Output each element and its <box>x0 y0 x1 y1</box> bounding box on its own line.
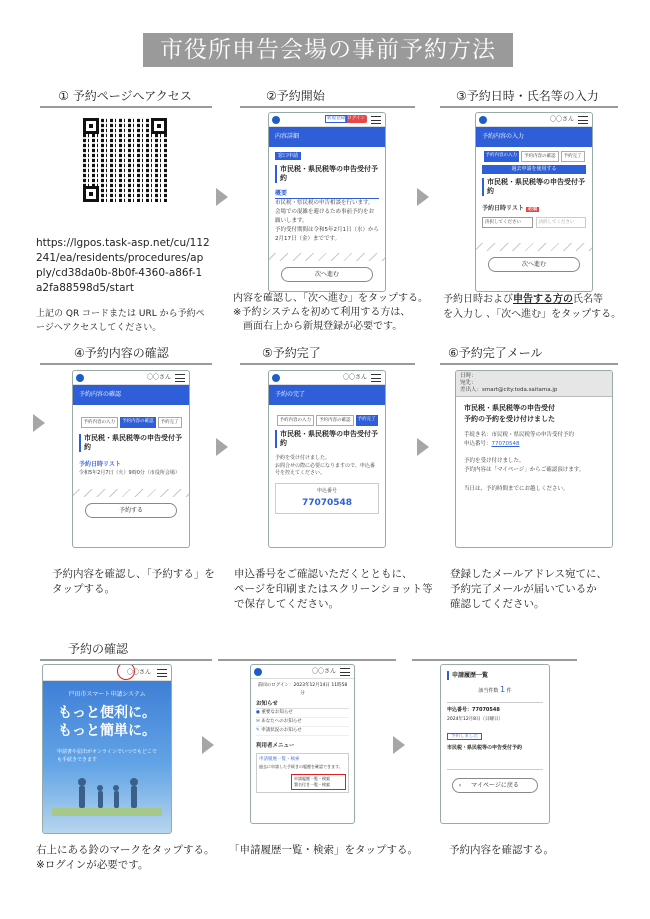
step-5-screenshot <box>268 370 386 548</box>
hero-subtitle: 戸田市スマート申請システム <box>68 691 146 698</box>
history-menu-item[interactable]: 申請履歴一覧・検索 <box>259 757 300 762</box>
step-1-rule <box>40 106 212 108</box>
progress-tabs <box>79 417 183 428</box>
tab-done: 予約完了 <box>561 151 585 162</box>
body-line: 予約受付期間は令和5年2月1日（水）から <box>275 227 379 233</box>
reuse-button[interactable]: 過去申請を使用する <box>482 165 586 174</box>
user-name[interactable]: 〇〇さん <box>342 374 367 381</box>
hamburger-menu-icon[interactable] <box>175 374 185 382</box>
mail-subject: 予約の予約を受け付けました <box>464 415 555 423</box>
count-unit: 件 <box>506 688 512 694</box>
tab-done: 予約完了 <box>158 417 182 428</box>
menu-heading: 利用者メニュー <box>256 743 295 749</box>
hamburger-menu-icon[interactable] <box>371 116 381 124</box>
desc-line: 内容を確認し、「次へ進む」をタップする。 <box>233 293 428 304</box>
back-to-mypage-button[interactable] <box>452 778 538 793</box>
step-3-rule <box>440 106 618 108</box>
notice-item[interactable] <box>256 727 349 736</box>
application-number: 77070548 <box>301 498 353 508</box>
step-3-screenshot <box>475 112 593 292</box>
desc-line: 画面右上から新規登録が必要です。 <box>233 321 403 332</box>
page-title: 市役所申告会場の事前予約方法 <box>143 33 513 67</box>
back-button-label: マイページに戻る <box>471 782 519 789</box>
step-1-heading: ① 予約ページへアクセス <box>58 89 192 103</box>
step-2-screenshot <box>268 112 386 292</box>
mail-header <box>456 371 612 397</box>
desc-emphasis: 申告する方の <box>513 294 573 305</box>
count-label: 該当件数 <box>478 688 499 694</box>
section-heading: 概要 <box>275 189 379 199</box>
desc-line: 確認してください。 <box>450 598 545 610</box>
mail-line: 予約内容は「マイページ」からご確認頂けます。 <box>464 467 585 473</box>
logo-icon <box>76 374 84 382</box>
mail-icon: ✉ <box>256 719 262 724</box>
step-1-description <box>36 307 226 335</box>
form-title: 市民税・県民税等の申告受付予約 <box>275 430 379 448</box>
logo-icon <box>254 668 262 676</box>
hamburger-menu-icon[interactable] <box>578 116 588 124</box>
notice-label: あなたへのお知らせ <box>261 719 302 724</box>
torn-edge <box>269 253 385 261</box>
info-icon: ● <box>256 710 262 715</box>
date-select[interactable]: 決択してください <box>482 217 533 228</box>
url-line: 241/ea/residents/procedures/ap <box>36 252 204 264</box>
tab-confirm: 予約内容の確認 <box>521 151 559 162</box>
tab-input: 予約内容の入力 <box>277 415 315 426</box>
step-6-screenshot <box>455 370 613 548</box>
url-line: a2fa88598d5/start <box>36 282 134 294</box>
next-button[interactable]: 次へ進む <box>488 257 581 272</box>
step-6-rule <box>440 363 618 365</box>
step-5-rule <box>240 363 415 365</box>
progress-tabs <box>275 415 379 426</box>
logo-icon <box>479 116 487 124</box>
family-silhouette-image <box>52 772 162 816</box>
portal-top-screenshot <box>42 664 172 834</box>
status-badge: 予約しました <box>447 733 482 740</box>
progress-tabs <box>482 151 586 162</box>
register-badge[interactable]: 新規登録 <box>327 116 345 121</box>
tab-confirm: 予約内容の確認 <box>120 417 156 428</box>
confirm-3-description: 予約内容を確認する。 <box>449 844 554 856</box>
notice-label: 重要なお知らせ <box>261 710 293 715</box>
history-list-screenshot <box>440 664 550 824</box>
hero-title: もっと簡単に。 <box>58 723 156 739</box>
arrow-right-icon <box>417 188 429 206</box>
number-label: 申込番号： <box>464 441 492 447</box>
band-title: 予約の完了 <box>269 385 385 405</box>
desc-line: ページを印刷またはスクリーンショット等 <box>234 583 433 595</box>
tab-done: 予約完了 <box>356 415 378 426</box>
desc-line: 予約完了メールが届いているか <box>450 583 597 595</box>
application-number: 申込番号：77070548 <box>447 702 543 715</box>
arrow-right-icon <box>393 736 405 754</box>
notice-item[interactable] <box>256 709 349 718</box>
step-6-heading: ⑥予約完了メール <box>448 346 543 360</box>
hamburger-menu-icon[interactable] <box>340 668 350 676</box>
step-2-rule <box>240 106 415 108</box>
logo-icon <box>272 116 280 124</box>
list-label: 予約日時リスト <box>482 205 524 212</box>
arrow-right-icon <box>216 188 228 206</box>
access-url[interactable] <box>36 236 221 296</box>
step-3-description <box>443 292 638 322</box>
history-link[interactable]: 申請履歴一覧・検索 <box>294 776 330 781</box>
qr-code[interactable] <box>83 118 167 202</box>
step-3-heading: ③予約日時・氏名等の入力 <box>456 89 599 103</box>
mail-subject: 市民税・県民税等の申告受付 <box>464 404 555 412</box>
band-title: 予約内容の確認 <box>73 385 189 405</box>
mypage-screenshot <box>250 664 355 824</box>
required-badge: 必須 <box>527 207 537 212</box>
signed-list-link[interactable]: 署名付き一覧・検索 <box>294 782 330 787</box>
arrow-right-icon <box>202 736 214 754</box>
form-title: 市民税・県民税等の申告受付予約 <box>275 165 379 183</box>
chevron-left-icon: ‹ <box>458 782 462 789</box>
user-name[interactable]: 〇〇さん <box>146 374 171 381</box>
arrow-right-icon <box>33 414 45 432</box>
next-button[interactable]: 次へ進む <box>281 267 374 282</box>
channel-tag: 窓口申請 <box>275 152 301 160</box>
application-date: 2024年12月8日（日曜日） <box>447 717 504 722</box>
form-title[interactable]: 市民税・県民税等の申告受付予約 <box>447 745 523 751</box>
step-4-screenshot <box>72 370 190 548</box>
desc-text: 予約日時および <box>443 294 513 305</box>
desc-line: 上記の QR コードまたは URL から予約ペ <box>36 309 205 319</box>
login-badge[interactable]: ログイン <box>347 116 365 121</box>
mail-line: 予約を受け付けました。 <box>464 458 525 464</box>
logo-icon <box>272 374 280 382</box>
notice-item[interactable] <box>256 718 349 727</box>
hero-title: もっと便利に。 <box>58 705 156 721</box>
step-5-heading: ⑤予約完了 <box>262 346 321 360</box>
desc-text: 氏名等 <box>573 294 603 305</box>
mail-header-line: 日時： <box>460 373 477 379</box>
url-line: ply/cd38da0b-8b0f-4360-a86f-1 <box>36 267 203 279</box>
mail-header-line: 差出人：smart@city.toda.saitama.jp <box>460 387 558 393</box>
confirm-heading: 予約の確認 <box>68 642 129 656</box>
list-label: 予約日時リスト <box>79 461 121 468</box>
hamburger-menu-icon[interactable] <box>157 669 167 677</box>
form-title: 市民税・県民税等の申告受付予約 <box>79 434 183 452</box>
body-line: 市民税・県民税の申告相談を行います。 <box>275 200 374 206</box>
history-title: 申請履歴一覧 <box>447 671 543 680</box>
user-name[interactable]: 〇〇さん <box>311 668 336 675</box>
tab-input: 予約内容の入力 <box>484 151 520 162</box>
confirm-rule-2 <box>218 659 396 661</box>
desc-line: 登録したメールアドレス宛てに、 <box>450 568 607 580</box>
hero-note: 申請書や届出がオンラインでいつでもどこでも手続きできます <box>57 749 157 763</box>
desc-line: 右上にある鈴のマークをタップする。 <box>36 844 215 856</box>
history-highlight[interactable] <box>291 774 346 790</box>
url-line: https://lgpos.task-asp.net/cu/112 <box>36 237 210 249</box>
result-count: 1 <box>499 685 506 694</box>
desc-line: タップする。 <box>52 583 115 595</box>
torn-edge <box>476 243 592 251</box>
desc-line: 申込番号をご確認いただくとともに、 <box>234 568 413 580</box>
list-value: 令和5年2月7日（火）9時0分（市役所会場） <box>79 470 180 476</box>
band-title: 予約内容の入力 <box>476 127 592 147</box>
hamburger-menu-icon[interactable] <box>371 374 381 382</box>
confirm-2-description: 「申請履歴一覧・検索」をタップする。 <box>229 844 418 856</box>
reserve-button[interactable]: 予約する <box>85 503 178 518</box>
menu-note: 過去に申請した手続きの履歴を確認できます。 <box>259 764 343 769</box>
step-5-description <box>234 567 449 612</box>
confirm-rule-1 <box>40 659 212 661</box>
number-label: 申込番号 <box>316 488 337 494</box>
form-title: 市民税・県民税等の申告受付予約 <box>482 178 586 196</box>
procedure-name: 手続き名：市民税・県民税等の申告受付予約 <box>464 432 575 438</box>
desc-line: で保存してください。 <box>234 598 339 610</box>
desc-line: を入力し 、「次へ進む」をタップする。 <box>443 309 622 320</box>
step-4-description <box>52 567 222 597</box>
time-select[interactable]: 決択してください <box>536 217 587 228</box>
band-title: 内容詳細 <box>269 127 385 147</box>
user-name[interactable]: 〇〇さん <box>126 669 151 676</box>
desc-line: ※予約システムを初めて利用する方は、 <box>233 307 411 318</box>
user-name[interactable]: 〇〇さん <box>549 116 574 123</box>
step-4-rule <box>40 363 212 365</box>
desc-line: ージへアクセスしてください。 <box>36 323 162 333</box>
desc-line: 予約内容を確認し、「予約する」を <box>52 568 215 580</box>
body-line: 会場での混雑を避けるため事前予約をお願いします。 <box>275 209 375 224</box>
message: お問合せの際に必要になりますので、申込番号を控えてください。 <box>275 463 375 476</box>
arrow-right-icon <box>417 438 429 456</box>
tab-input: 予約内容の入力 <box>81 417 119 428</box>
number-link[interactable]: 77070548 <box>491 441 520 447</box>
tab-confirm: 予約内容の確認 <box>316 415 354 426</box>
step-2-description <box>233 292 448 334</box>
confirm-rule-3 <box>412 659 577 661</box>
desc-line: ※ログインが必要です。 <box>36 859 149 871</box>
step-4-heading: ④予約内容の確認 <box>74 346 169 360</box>
body-line: 2月17日（金）までです。 <box>275 236 341 242</box>
arrow-right-icon <box>216 438 228 456</box>
message: 予約を受け付けました。 <box>275 455 331 461</box>
step-2-heading: ②予約開始 <box>266 89 325 103</box>
mail-header-line: 宛先： <box>460 380 477 386</box>
notice-heading: お知らせ <box>256 700 349 709</box>
confirm-1-description <box>36 843 236 873</box>
pencil-icon: ✎ <box>256 728 262 733</box>
mail-line: 当日は、予約時間までにお越しください。 <box>464 486 569 492</box>
step-6-description <box>450 567 640 612</box>
last-login: 前回のログイン：2023年12月14日 11時58分 <box>257 683 348 696</box>
notice-label: 申請状況のお知らせ <box>261 728 302 733</box>
torn-edge <box>73 489 189 497</box>
